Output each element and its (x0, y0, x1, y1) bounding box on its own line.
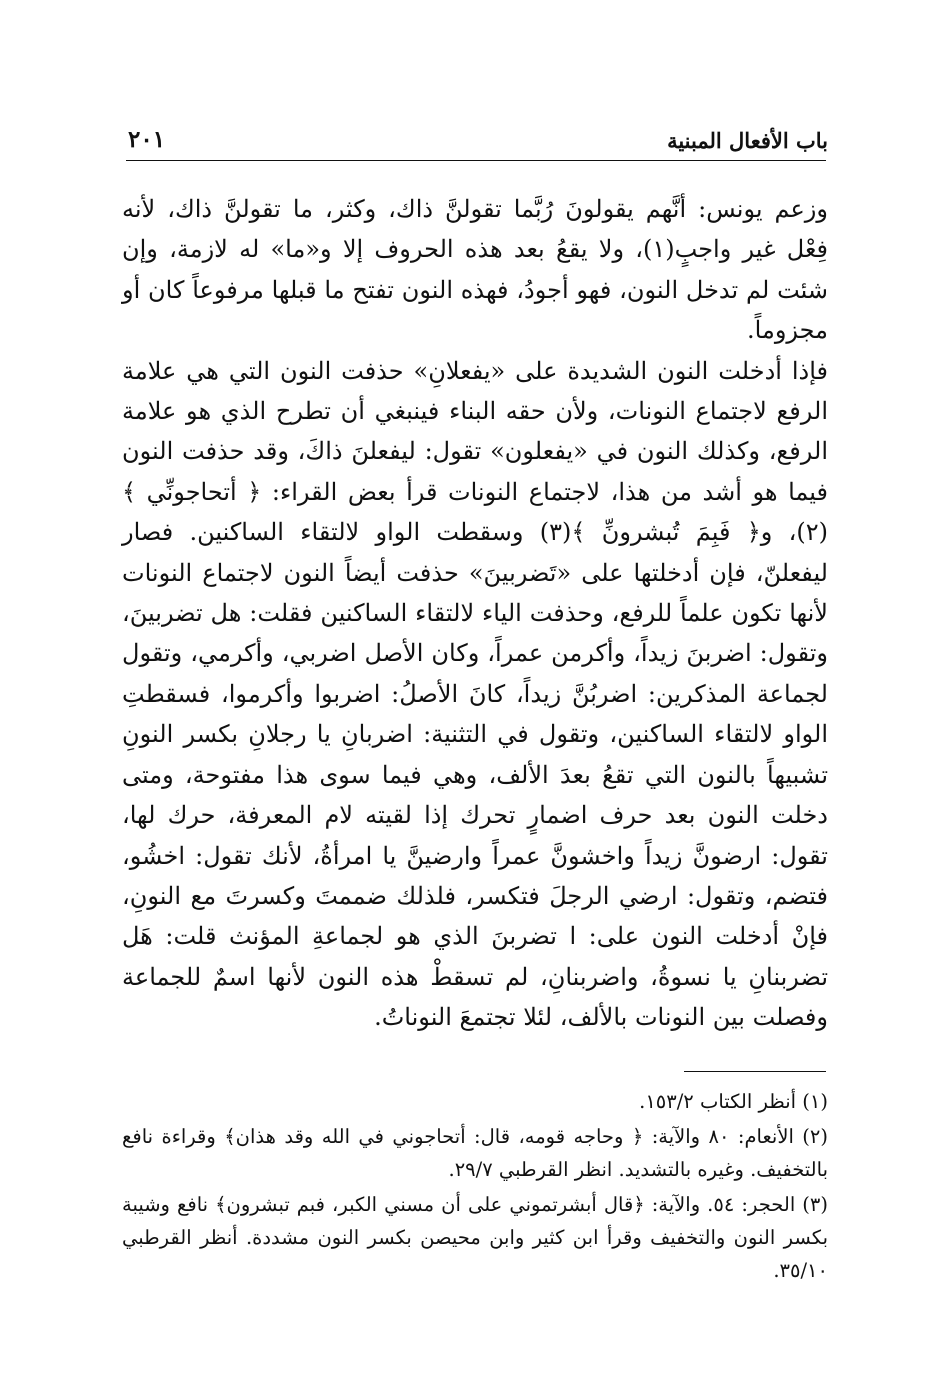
footnote-divider (684, 1071, 826, 1072)
footnote: (٣) الحجر: ٥٤. والآية: ﴿قال أبشرتموني على أن مسني الكبر، فبم تبشرون﴾ نافع وشيبة بكسر النون والتخفيف وقرأ ابن كثير وابن محيصن بكسر النون مشددة. أنظر القرطبي ٣٥/١٠. (122, 1193, 828, 1282)
main-text (122, 189, 828, 1038)
header-divider (126, 160, 826, 161)
footnote: (٢) الأنعام: ٨٠ والآية: ﴿ وحاجه قومه، قال: أتحاجوني في الله وقد هذان﴾ وقراءة نافع بالتخفيف. وغيره بالتشديد. انظر القرطبي ٢٩/٧. (122, 1125, 828, 1181)
page-number: ٢٠١ (128, 126, 166, 153)
footnote: (١) أنظر الكتاب ١٥٣/٢. (639, 1090, 828, 1113)
paragraph: وزعم يونس: أنَّهم يقولونَ رُبَّما تقولنَّ ذاك، وكثر، ما تقولنَّ ذاك، لأنه فِعْل غير واجبٍ(١)، ولا يقعُ بعد هذه الحروف إلا و«ما» له لازمة، وإن شئت لم تدخل النون، فهو أجودُ، فهذه النون تفتح ما قبلها مرفوعاً كان أو مجزوماً. (122, 195, 828, 345)
footnotes (122, 1085, 828, 1289)
running-header-title: باب الأفعال المبنية (667, 128, 828, 153)
paragraph: فإذا أدخلت النون الشديدة على «يفعلانِ» حذفت النون التي هي علامة الرفع لاجتماع النونات، ولأن حقه البناء فينبغي أن تطرح الذي هو علامة الرفع، وكذلك النون في «يفعلون» تقول: ليفعلنَ ذاكَ، وقد حذفت النون فيما هو أشد من هذا، لاجتماع النونات قرأ بعض القراء: ﴿ أتحاجونِّي ﴾(٢)، و﴿ فَبِمَ تُبشرونِّ ﴾(٣) وسقطت الواو لالتقاء الساكنين. فصار ليفعلنّ، فإن أدخلتها على «تَضربينَ» حذفت أيضاً النون لاجتماع النونات لأنها تكون علماً للرفع، وحذفت الياء لالتقاء الساكنين فقلت: هل تضربينَ، وتقول: اضربنَ زيداً، وأكرمن عمراً، وكان الأصل اضربي، وأكرمي، وتقول لجماعة المذكرين: اضربُنَّ زيداً، كانَ الأصلُ: اضربوا وأكرموا، فسقطتِ الواو لالتقاء الساكنين، وتقول في التثنية: اضربانِ يا رجلانِ بكسر النونِ تشبيهاً بالنون التي تقعُ بعدَ الألف، وهي فيما سوى هذا مفتوحة، ومتى دخلت النون بعد حرف اضمارٍ تحرك إذا لقيته لام المعرفة، حرك لها، تقول: ارضونَّ زيداً واخشونَّ عمراً وارضينَّ يا امرأةُ، لأنك تقول: اخشُو، فتضم، وتقول: ارضي الرجلَ فتكسر، فلذلك ضممتَ وكسرتَ مع النونِ، فإنْ أدخلت النون على: ا تضربنَ الذي هو لجماعةِ المؤنث قلت: هَل تضربنانِ يا نسوةُ، واضربنانِ، لم تسقطْ هذه النون لأنها اسمٌ للجماعة وفصلت بين النونات بالألف، لئلا تجتمعَ النوناتُ. (122, 356, 829, 1032)
